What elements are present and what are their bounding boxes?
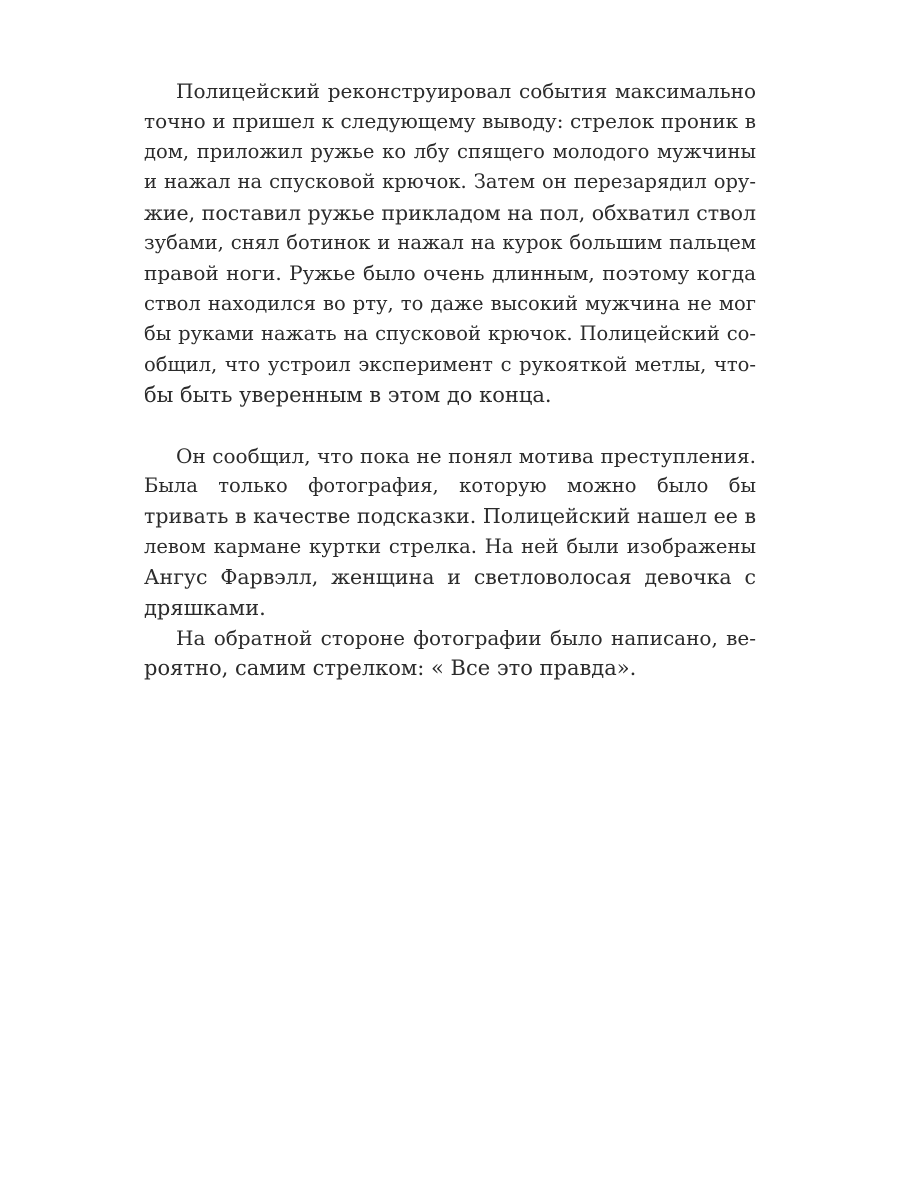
text-line: Была только фотография, которую можно было бы xyxy=(144,474,756,498)
text-line: бы руками нажать на спусковой крючок. Полицейский со- xyxy=(144,322,756,346)
text-line: ствол находился во рту, то даже высокий мужчина не мог xyxy=(144,291,756,315)
text-line: На обратной стороне фотографии было написано, ве- xyxy=(176,626,756,651)
paragraph-3 xyxy=(144,623,756,684)
text-line: общил, что устроил эксперимент с рукояткой метлы, что- xyxy=(144,352,756,376)
text-line: Он сообщил, что пока не понял мотива преступления. xyxy=(176,443,756,468)
paragraph-2 xyxy=(144,441,756,623)
text-line: Ангус Фарвэлл, женщина и светловолосая девочка с xyxy=(144,565,756,590)
text-line: тривать в качестве подсказки. Полицейский нашел ее в xyxy=(144,504,756,529)
paragraph-gap xyxy=(144,410,756,440)
text-line: бы быть уверенным в этом до конца. xyxy=(144,382,552,407)
text-line: жие, поставил ружье прикладом на пол, обхватил ствол xyxy=(144,200,756,225)
text-line: зубами, снял ботинок и нажал на курок большим пальцем xyxy=(144,230,756,254)
text-line: точно и пришел к следующему выводу: стрелок проник в xyxy=(144,109,756,134)
text-line: дом, приложил ружье ко лбу спящего молодого мужчины xyxy=(144,139,756,163)
text-line: левом кармане куртки стрелка. На ней были изображены xyxy=(144,534,756,558)
text-line: правой ноги. Ружье было очень длинным, поэтому когда xyxy=(144,261,756,286)
text-line: дряшками. xyxy=(144,595,266,620)
body-text xyxy=(144,76,756,684)
text-line: роятно, самим стрелком: « Все это правда». xyxy=(144,656,637,681)
paragraph-1 xyxy=(144,76,756,410)
text-line: и нажал на спусковой крючок. Затем он перезарядил ору- xyxy=(144,170,756,194)
text-line: Полицейский реконструировал события максимально xyxy=(176,79,756,103)
